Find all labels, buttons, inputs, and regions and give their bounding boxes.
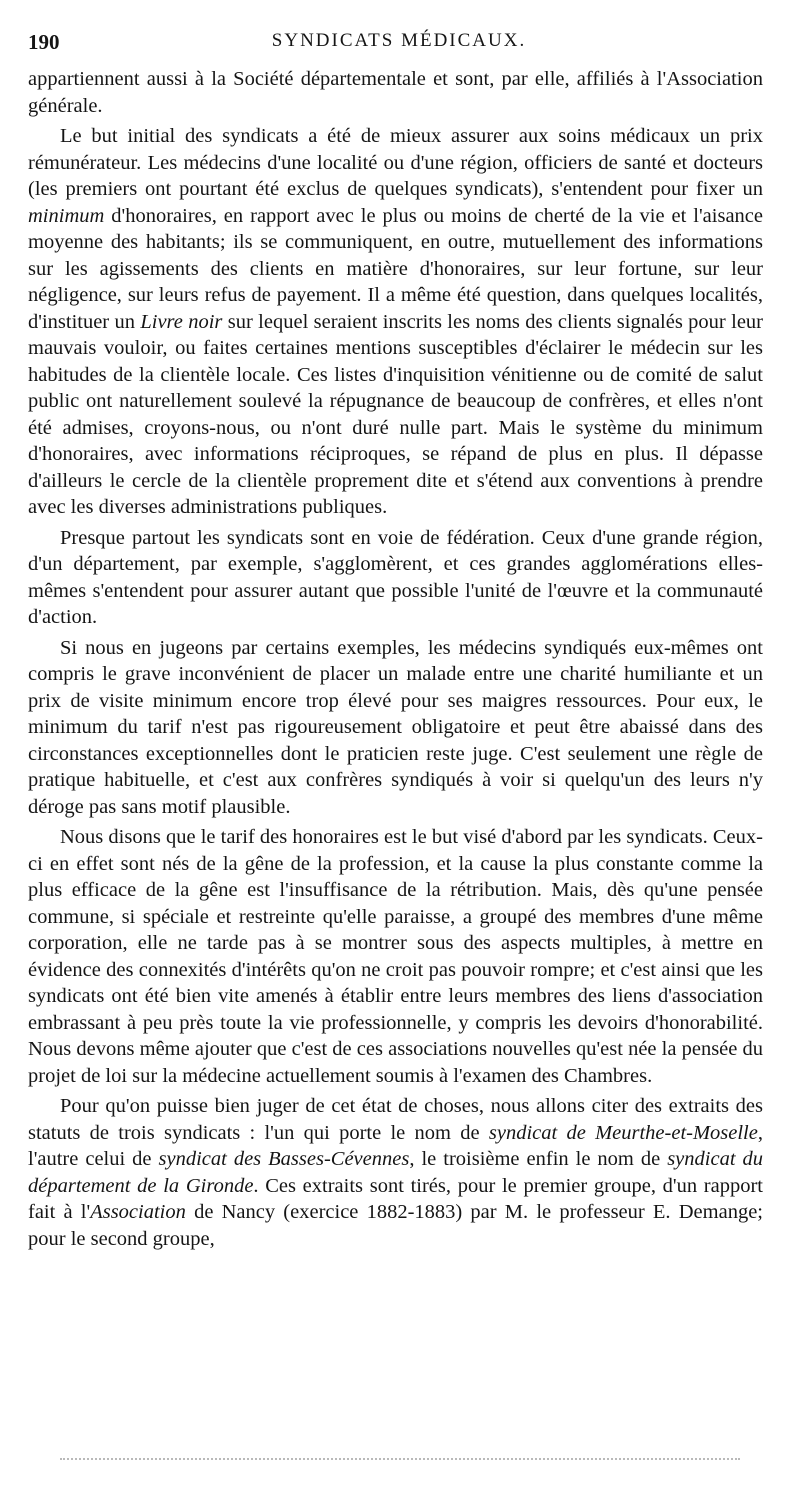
italic-span: syndicat des Basses-Cévennes bbox=[158, 1148, 410, 1170]
text-span: Nous disons que le tarif des honoraires est le but visé d'abord par les syndicats. Ceux-ci en effet sont nés de la gêne de la profession, et la cause la plus constante comme la plus efficace de la gêne est l'insuffisance de la rétribution. Mais, dès qu'une pensée commune, si spéciale et restreinte qu'elle paraisse, a groupé des membres d'une même corporation, elle ne tarde pas à se montrer sous des aspects multiples, à mettre en évidence des connexités d'intérêts qu'on ne croit pas pouvoir rompre; et c'est ainsi que les syndicats ont été bien vite amenés à établir entre leurs membres des liens d'association embrassant à peu près toute la vie professionnelle, y compris les devoirs d'honorabilité. Nous devons même ajouter que c'est de ces associations nouvelles qu'est née la pensée du projet de loi sur la médecine actuellement soumis à l'examen des Chambres. bbox=[28, 826, 763, 1087]
paragraph bbox=[28, 824, 763, 1089]
paragraph bbox=[28, 635, 763, 821]
text-span: sur lequel seraient inscrits les noms des clients signalés pour leur mauvais vouloir, ou faites certaines mentions susceptibles d'éclairer le médecin sur les habitudes de la clientèle locale. Ces listes d'inquisition vénitienne ou de comité de salut public ont naturellement soulevé la répugnance de beaucoup de confrères, et elles n'ont été admises, croyons-nous, ou n'ont duré nulle part. Mais le système du minimum d'honoraires, avec informations réciproques, se répand de plus en plus. Il dépasse d'ailleurs le cercle de la clientèle proprement dite et s'étend aux conventions à prendre avec les diverses administrations publiques. bbox=[28, 310, 763, 518]
page-number: 190 bbox=[28, 30, 60, 54]
text-span: de Nancy (exercice 1882-1883) par M. le professeur E. Demange; pour le second groupe, bbox=[28, 1201, 763, 1250]
italic-span: syndicat de Meurthe-et-Moselle bbox=[488, 1121, 758, 1144]
text-span: Si nous en jugeons par certains exemples, les médecins syndiqués eux-mêmes ont compris le grave inconvénient de placer un malade entre une charité humiliante et un prix de visite minimum encore trop élevé pour ses maigres ressources. Pour eux, le minimum du tarif n'est pas rigoureusement obligatoire et peut être abaissé dans des circonstances exceptionnelles dont le praticien reste juge. C'est seulement une règle de pratique habituelle, et c'est aux confrères syndiqués à voir si quelqu'un des leurs n'y déroge pas sans motif plausible. bbox=[28, 636, 763, 818]
footer-rule bbox=[60, 1458, 740, 1460]
text-span: Pour qu'on puisse bien juger de cet état de choses, nous allons citer des extraits des statuts de trois syndicats : l'un qui porte le nom de bbox=[28, 1095, 763, 1144]
text-span: Le but initial des syndicats a été de mieux assurer aux soins médicaux un prix rémunérateur. Les médecins d'une localité ou d'une région, officiers de santé et docteurs (les premiers ont pourtant été exclus de quelques syndicats), s'entendent pour fixer un bbox=[28, 125, 763, 200]
paragraph bbox=[28, 525, 763, 631]
italic-span: Livre noir bbox=[140, 310, 223, 333]
text-span: d'honoraires, en rapport avec le plus ou moins de cherté de la vie et l'aisance moyenne des habitants; ils se communiquent, en outre, mutuellement des informations sur les agissements des clients en matière d'honoraires, sur leur fortune, sur leur négligence, sur leurs refus de payement. Il a même été question, dans quelques localités, d'instituer un bbox=[28, 204, 763, 333]
page-header bbox=[28, 30, 770, 60]
text-span: appartiennent aussi à la Société départementale et sont, par elle, affiliés à l'Association générale. bbox=[28, 68, 763, 117]
body-text bbox=[28, 66, 763, 1252]
text-span: , le troisième enfin le nom de bbox=[409, 1148, 668, 1170]
paragraph bbox=[28, 1093, 763, 1252]
italic-span: Association bbox=[90, 1201, 186, 1223]
paragraph bbox=[28, 123, 763, 521]
text-span: Presque partout les syndicats sont en voie de fédération. Ceux d'une grande région, d'un département, par exemple, s'agglomèrent, et ces grandes agglomérations elles-mêmes s'entendent pour assurer autant que possible l'unité de l'œuvre et la communauté d'action. bbox=[28, 526, 763, 628]
text-span: , l'autre celui de bbox=[28, 1121, 763, 1170]
running-title: SYNDICATS MÉDICAUX. bbox=[271, 30, 527, 51]
paragraph bbox=[28, 66, 763, 119]
text-span: . Ces extraits sont tirés, pour le premier groupe, d'un rapport fait à l' bbox=[28, 1174, 763, 1223]
italic-span: minimum bbox=[28, 204, 105, 227]
italic-span: syndicat du département de la Gironde bbox=[28, 1148, 764, 1197]
